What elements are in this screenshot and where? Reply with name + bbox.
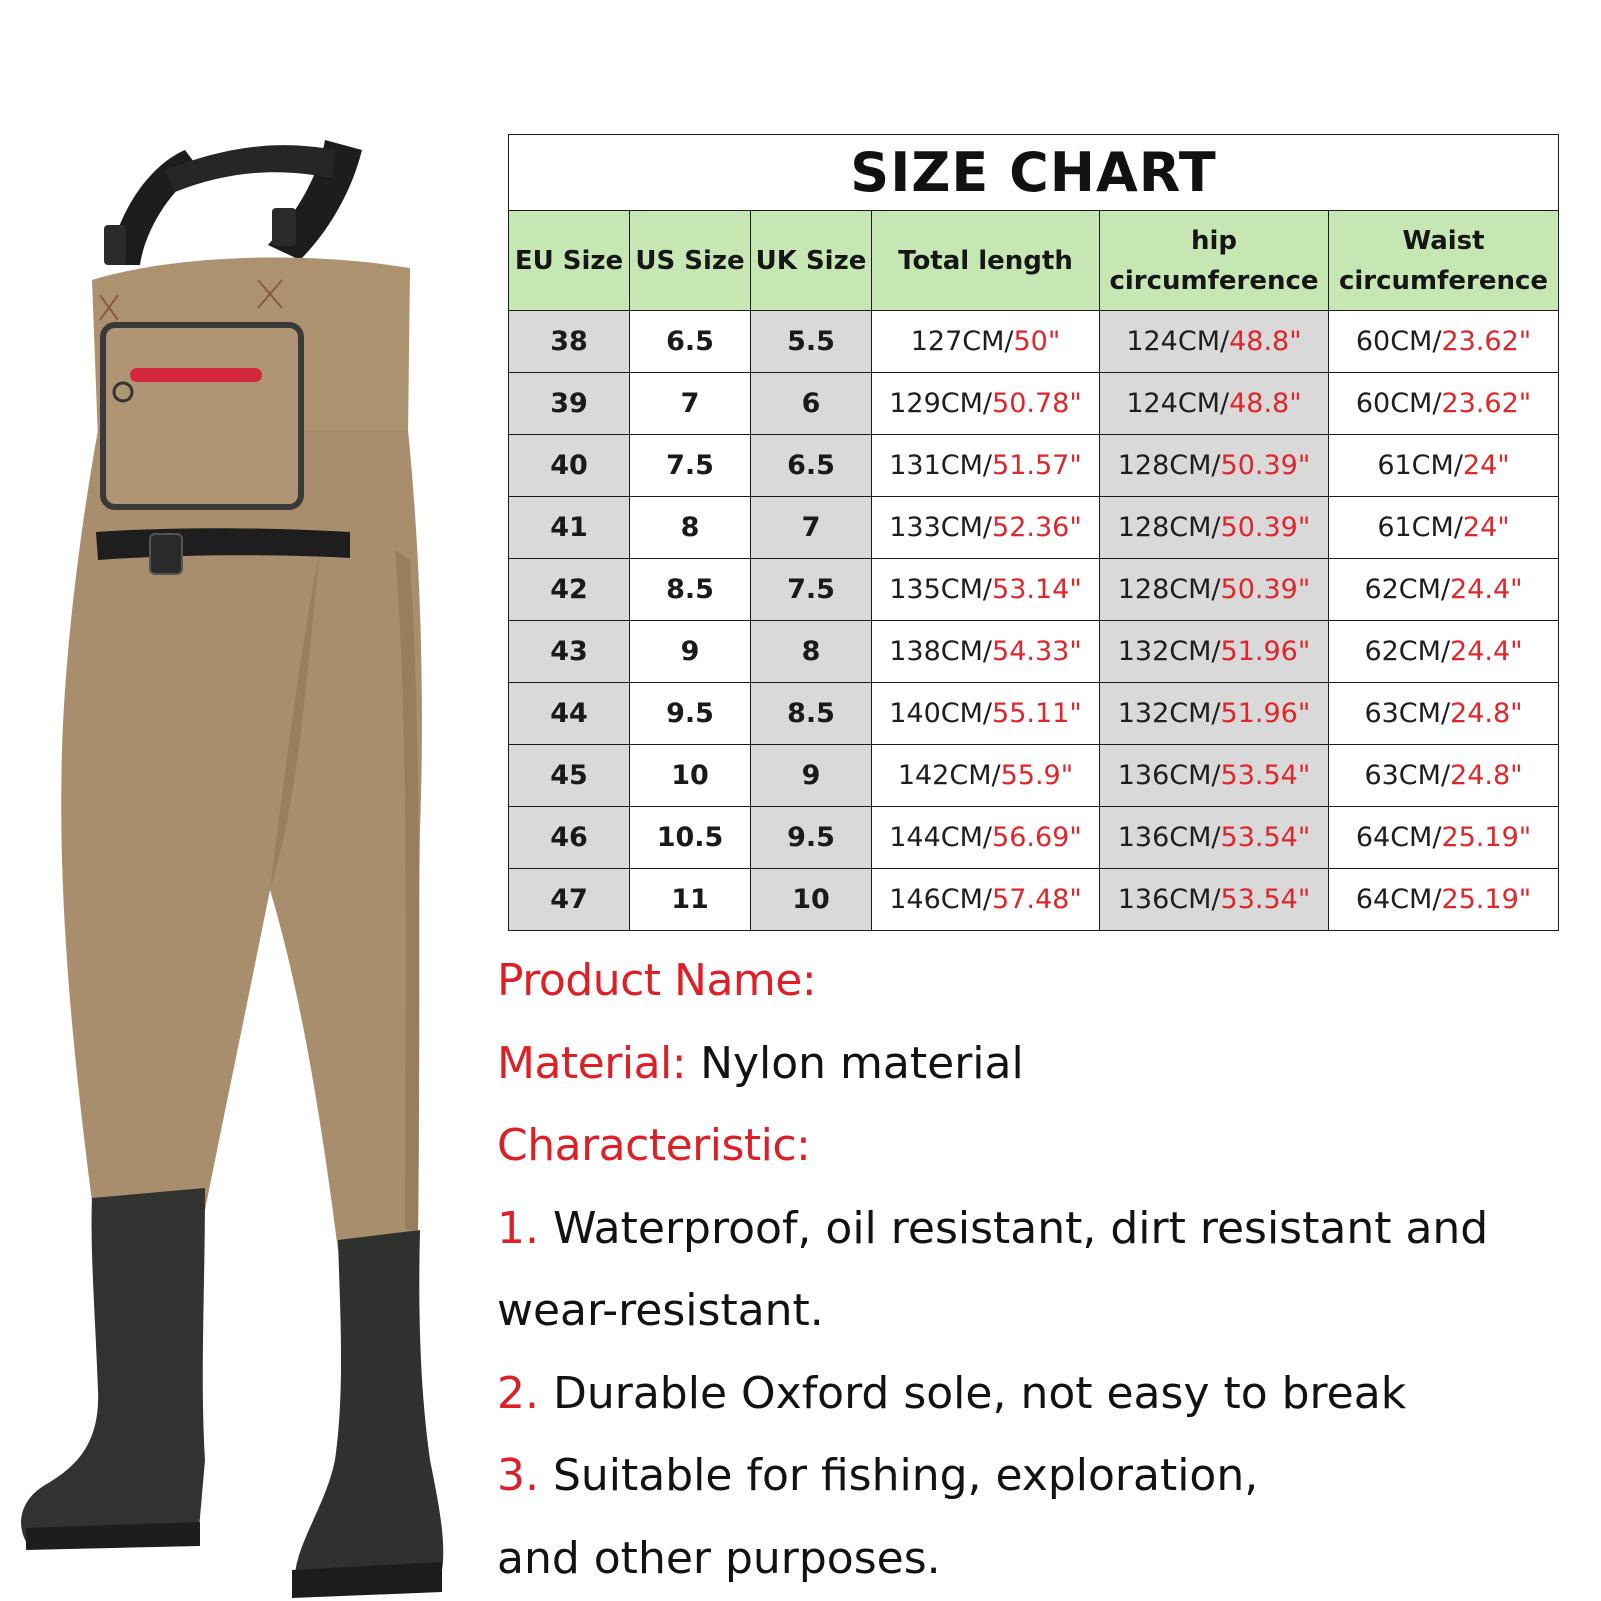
inch-value: 48.8" (1229, 388, 1302, 419)
left-boot (21, 1188, 205, 1545)
total-length-cell (872, 497, 1100, 559)
inch-value: 50.78" (992, 388, 1082, 419)
waist-belt (96, 528, 350, 560)
inch-value: 53.54" (1220, 822, 1311, 853)
inch-value: 53.14" (992, 574, 1082, 605)
waist-cell (1329, 869, 1559, 931)
belt-buckle (150, 534, 182, 574)
size-chart-title: SIZE CHART (509, 135, 1559, 211)
waist-cell (1329, 435, 1559, 497)
feature-item (497, 1435, 1577, 1518)
inch-value: 24.8" (1450, 760, 1523, 791)
us-size-cell: 10 (630, 745, 751, 807)
us-size-cell: 6.5 (630, 311, 751, 373)
cm-value: 136CM/ (1117, 760, 1221, 791)
product-name-label: Product Name: (497, 955, 817, 1006)
hip-cell (1100, 435, 1329, 497)
inch-value: 50.39" (1220, 574, 1311, 605)
eu-size-cell: 46 (509, 807, 630, 869)
table-row (509, 869, 1559, 931)
inch-value: 50.39" (1220, 450, 1311, 481)
cm-value: 131CM/ (889, 450, 993, 481)
waist-cell (1329, 497, 1559, 559)
inch-value: 52.36" (992, 512, 1082, 543)
uk-size-cell: 8 (751, 621, 872, 683)
cm-value: 61CM/ (1377, 512, 1463, 543)
total-length-cell (872, 683, 1100, 745)
inch-value: 24.8" (1450, 698, 1523, 729)
cm-value: 128CM/ (1117, 450, 1221, 481)
material-value: Nylon material (700, 1037, 1024, 1089)
size-chart-table (508, 134, 1559, 931)
waist-cell (1329, 373, 1559, 435)
feature-continuation (497, 1270, 1577, 1353)
characteristic-label: Characteristic: (497, 1120, 811, 1171)
feature-text-continuation: and other purposes. (497, 1532, 941, 1584)
chest-wader-image (0, 130, 460, 1600)
right-boot (295, 1230, 444, 1590)
inch-value: 55.9" (1000, 760, 1074, 791)
cm-value: 132CM/ (1117, 698, 1221, 729)
cm-value: 64CM/ (1355, 884, 1442, 915)
header-waist-circumference: Waist circumference (1329, 211, 1559, 311)
hip-cell (1100, 497, 1329, 559)
table-row (509, 745, 1559, 807)
inch-value: 55.11" (992, 698, 1082, 729)
total-length-cell (872, 869, 1100, 931)
us-size-cell: 8 (630, 497, 751, 559)
table-row (509, 435, 1559, 497)
hip-cell (1100, 373, 1329, 435)
us-size-cell: 7 (630, 373, 751, 435)
feature-text: Durable Oxford sole, not easy to break (552, 1367, 1407, 1419)
waist-cell (1329, 683, 1559, 745)
cm-value: 60CM/ (1355, 388, 1442, 419)
eu-size-cell: 44 (509, 683, 630, 745)
eu-size-cell: 40 (509, 435, 630, 497)
uk-size-cell: 9.5 (751, 807, 872, 869)
total-length-cell (872, 807, 1100, 869)
table-row (509, 559, 1559, 621)
cm-value: 135CM/ (889, 574, 993, 605)
feature-text-continuation: wear-resistant. (497, 1285, 824, 1336)
characteristic-line (497, 1105, 1577, 1188)
eu-size-cell: 41 (509, 497, 630, 559)
cm-value: 62CM/ (1364, 574, 1451, 605)
table-row (509, 683, 1559, 745)
inch-value: 48.8" (1229, 326, 1302, 357)
cm-value: 62CM/ (1364, 636, 1451, 667)
inch-value: 25.19" (1441, 822, 1532, 853)
cm-value: 133CM/ (889, 512, 993, 543)
eu-size-cell: 45 (509, 745, 630, 807)
inch-value: 23.62" (1441, 388, 1532, 419)
hip-cell (1100, 869, 1329, 931)
inch-value: 53.54" (1220, 884, 1311, 915)
feature-item (497, 1188, 1577, 1271)
cm-value: 128CM/ (1117, 512, 1221, 543)
inch-value: 54.33" (992, 636, 1082, 667)
inch-value: 51.96" (1220, 698, 1311, 729)
uk-size-cell: 7.5 (751, 559, 872, 621)
material-label: Material: (497, 1037, 687, 1089)
header-eu-size: EU Size (509, 211, 630, 311)
uk-size-cell: 6 (751, 373, 872, 435)
product-info (497, 940, 1577, 1600)
uk-size-cell: 7 (751, 497, 872, 559)
waist-cell (1329, 621, 1559, 683)
zipper-red (130, 368, 262, 382)
inch-value: 24" (1462, 450, 1510, 481)
hip-cell (1100, 311, 1329, 373)
table-row (509, 311, 1559, 373)
material-line (497, 1023, 1577, 1106)
product-name-line (497, 940, 1577, 1023)
total-length-cell (872, 435, 1100, 497)
cm-value: 124CM/ (1126, 388, 1230, 419)
hip-cell (1100, 559, 1329, 621)
cm-value: 129CM/ (889, 388, 993, 419)
table-row (509, 373, 1559, 435)
feature-number: 1. (497, 1202, 539, 1254)
cm-value: 127CM/ (910, 326, 1014, 357)
cm-value: 136CM/ (1117, 822, 1221, 853)
waist-cell (1329, 807, 1559, 869)
table-row (509, 497, 1559, 559)
cm-value: 64CM/ (1355, 822, 1442, 853)
us-size-cell: 7.5 (630, 435, 751, 497)
inch-value: 56.69" (992, 822, 1082, 853)
feature-number: 2. (497, 1367, 539, 1419)
feature-text: Waterproof, oil resistant, dirt resistant and (552, 1202, 1489, 1254)
feature-item (497, 1353, 1577, 1436)
cm-value: 142CM/ (897, 760, 1001, 791)
eu-size-cell: 43 (509, 621, 630, 683)
total-length-cell (872, 745, 1100, 807)
us-size-cell: 9.5 (630, 683, 751, 745)
waist-cell (1329, 559, 1559, 621)
eu-size-cell: 47 (509, 869, 630, 931)
inch-value: 24.4" (1450, 636, 1523, 667)
hip-cell (1100, 745, 1329, 807)
uk-size-cell: 6.5 (751, 435, 872, 497)
inch-value: 50" (1013, 326, 1061, 357)
cm-value: 146CM/ (889, 884, 993, 915)
feature-continuation (497, 1518, 1577, 1601)
inch-value: 51.57" (992, 450, 1082, 481)
header-total-length: Total length (872, 211, 1100, 311)
table-row (509, 807, 1559, 869)
hip-cell (1100, 683, 1329, 745)
total-length-cell (872, 559, 1100, 621)
waist-cell (1329, 311, 1559, 373)
eu-size-cell: 42 (509, 559, 630, 621)
inch-value: 57.48" (992, 884, 1082, 915)
feature-text: Suitable for fishing, exploration, (552, 1450, 1259, 1501)
inch-value: 51.96" (1220, 636, 1311, 667)
right-buckle (272, 208, 296, 246)
eu-size-cell: 39 (509, 373, 630, 435)
table-row (509, 621, 1559, 683)
chest-pocket (103, 325, 301, 507)
inch-value: 25.19" (1441, 884, 1532, 915)
inch-value: 53.54" (1220, 760, 1311, 791)
total-length-cell (872, 373, 1100, 435)
cm-value: 138CM/ (889, 636, 993, 667)
total-length-cell (872, 311, 1100, 373)
header-hip-circumference: hip circumference (1100, 211, 1329, 311)
us-size-cell: 11 (630, 869, 751, 931)
back-strap (165, 145, 335, 192)
header-us-size: US Size (630, 211, 751, 311)
uk-size-cell: 10 (751, 869, 872, 931)
cm-value: 60CM/ (1355, 326, 1442, 357)
uk-size-cell: 5.5 (751, 311, 872, 373)
hip-cell (1100, 621, 1329, 683)
hip-cell (1100, 807, 1329, 869)
cm-value: 63CM/ (1364, 698, 1451, 729)
feature-number: 3. (497, 1450, 539, 1501)
uk-size-cell: 8.5 (751, 683, 872, 745)
us-size-cell: 8.5 (630, 559, 751, 621)
inch-value: 50.39" (1220, 512, 1311, 543)
us-size-cell: 10.5 (630, 807, 751, 869)
cm-value: 63CM/ (1364, 760, 1451, 791)
us-size-cell: 9 (630, 621, 751, 683)
cm-value: 124CM/ (1126, 326, 1230, 357)
cm-value: 128CM/ (1117, 574, 1221, 605)
total-length-cell (872, 621, 1100, 683)
cm-value: 61CM/ (1377, 450, 1463, 481)
inch-value: 24" (1462, 512, 1510, 543)
waist-cell (1329, 745, 1559, 807)
eu-size-cell: 38 (509, 311, 630, 373)
cm-value: 144CM/ (889, 822, 993, 853)
cm-value: 132CM/ (1117, 636, 1221, 667)
inch-value: 24.4" (1450, 574, 1523, 605)
cm-value: 136CM/ (1117, 884, 1221, 915)
left-buckle (104, 225, 126, 265)
uk-size-cell: 9 (751, 745, 872, 807)
header-uk-size: UK Size (751, 211, 872, 311)
inch-value: 23.62" (1441, 326, 1532, 357)
cm-value: 140CM/ (889, 698, 993, 729)
